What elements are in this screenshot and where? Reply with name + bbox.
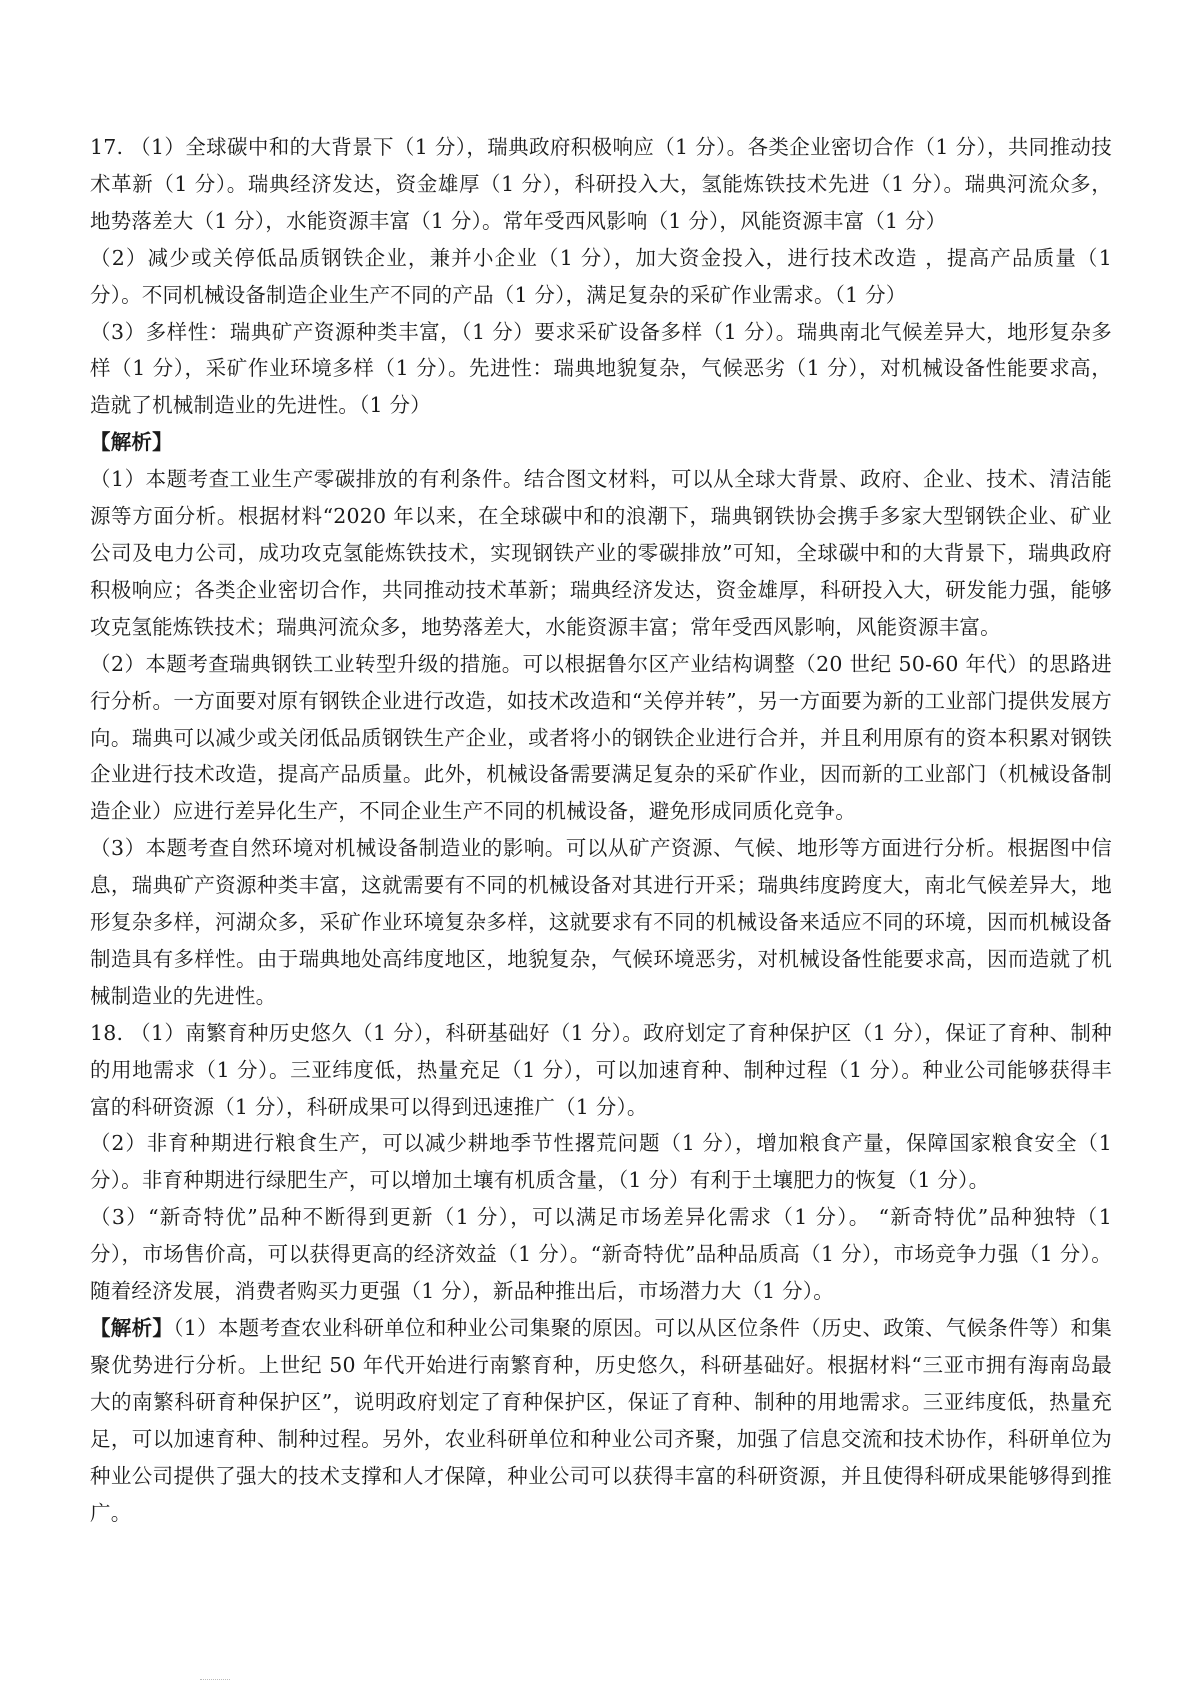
q17-analysis-part3: （3）本题考查自然环境对机械设备制造业的影响。可以从矿产资源、气候、地形等方面进行分析。根据图中信息，瑞典矿产资源种类丰富，这就需要有不同的机械设备对其进行开采；瑞典纬度跨度大，南北气候差异大，地形复杂多样，河湖众多，采矿作业环境复杂多样，这就要求有不同的机械设备来适应不同的环境，因而机械设备制造具有多样性。由于瑞典地处高纬度地区，地貌复杂，气候环境恶劣，对机械设备性能要求高，因而造就了机械制造业的先进性。 [90,836,1112,1008]
q18-analysis-part1: （1）本题考查农业科研单位和种业公司集聚的原因。可以从区位条件（历史、政策、气候条件等）和集聚优势进行分析。上世纪 50 年代开始进行南繁育种，历史悠久，科研基础好。根据材料“三亚市拥有海南岛最大的南繁科研育种保护区”，说明政府划定了育种保护区，保证了育种、制种的用地需求。三亚纬度低，热量充足，可以加速育种、制种过程。另外，农业科研单位和种业公司齐聚，加强了信息交流和技术协作，科研单位为种业公司提供了强大的技术支撑和人才保障，种业公司可以获得丰富的科研资源，并且使得科研成果能够得到推广。 [90,1316,1112,1525]
q17-analysis-part1: （1）本题考查工业生产零碳排放的有利条件。结合图文材料，可以从全球大背景、政府、企业、技术、清洁能源等方面分析。根据材料“2020 年以来，在全球碳中和的浪潮下，瑞典钢铁协会携手多家大型钢铁企业、矿业公司及电力公司，成功攻克氢能炼铁技术，实现钢铁产业的零碳排放”可知，全球碳中和的大背景下，瑞典政府积极响应；各类企业密切合作，共同推动技术革新；瑞典经济发达，资金雄厚，科研投入大，研发能力强，能够攻克氢能炼铁技术；瑞典河流众多，地势落差大，水能资源丰富；常年受西风影响，风能资源丰富。 [90,467,1112,639]
q18-answer-part1: 18. （1）南繁育种历史悠久（1 分），科研基础好（1 分）。政府划定了育种保护区（1 分），保证了育种、制种的用地需求（1 分）。三亚纬度低，热量充足（1 分），可以加速育种、制种过程（1 分）。种业公司能够获得丰富的科研资源（1 分），科研成果可以得到迅速推广（1 分）。 [90,1020,1112,1119]
q17-analysis-heading: 【解析】 [90,430,173,455]
footer-dotted-mark [200,1679,230,1682]
q17-answer-part1: 17. （1）全球碳中和的大背景下（1 分），瑞典政府积极响应（1 分）。各类企业密切合作（1 分），共同推动技术革新（1 分）。瑞典经济发达，资金雄厚（1 分），科研投入大，氢能炼铁技术先进（1 分）。瑞典河流众多，地势落差大（1 分），水能资源丰富（1 分）。常年受西风影响（1 分），风能资源丰富（1 分） [90,135,1112,233]
q17-analysis-part2: （2）本题考查瑞典钢铁工业转型升级的措施。可以根据鲁尔区产业结构调整（20 世纪 50-60 年代）的思路进行分析。一方面要对原有钢铁企业进行改造，如技术改造和“关停并转”，另一方面要为新的工业部门提供发展方向。瑞典可以减少或关闭低品质钢铁生产企业，或者将小的钢铁企业进行合并，并且利用原有的资本积累对钢铁企业进行技术改造，提高产品质量。此外，机械设备需要满足复杂的采矿作业，因而新的工业部门（机械设备制造企业）应进行差异化生产，不同企业生产不同的机械设备，避免形成同质化竞争。 [90,651,1112,824]
q18-answer-part3: （3）“新奇特优”品种不断得到更新（1 分），可以满足市场差异化需求（1 分）。 “新奇特优”品种独特（1 分），市场售价高，可以获得更高的经济效益（1 分）。“新奇特优”品种品质高（1 分），市场竞争力强（1 分）。随着经济发展，消费者购买力更强（1 分），新品种推出后，市场潜力大（1 分）。 [90,1205,1112,1304]
q18-analysis-heading: 【解析】 [90,1316,174,1340]
q17-answer-part3: （3）多样性：瑞典矿产资源种类丰富，（1 分）要求采矿设备多样（1 分）。瑞典南北气候差异大，地形复杂多样（1 分），采矿作业环境多样（1 分）。先进性：瑞典地貌复杂，气候恶劣（1 分），对机械设备性能要求高，造就了机械制造业的先进性。（1 分） [90,319,1112,418]
q17-answer-part2: （2）减少或关停低品质钢铁企业，兼并小企业（1 分），加大资金投入，进行技术改造 ，提高产品质量（1 分）。不同机械设备制造企业生产不同的产品（1 分），满足复杂的采矿作业需求。（1 分） [90,245,1112,307]
q18-answer-part2: （2）非育种期进行粮食生产，可以减少耕地季节性撂荒问题（1 分），增加粮食产量，保障国家粮食安全（1 分）。非育种期进行绿肥生产，可以增加土壤有机质含量，（1 分）有利于土壤肥力的恢复（1 分）。 [90,1131,1112,1193]
answer-document [90,129,1112,1531]
q18-analysis [90,1310,1112,1531]
